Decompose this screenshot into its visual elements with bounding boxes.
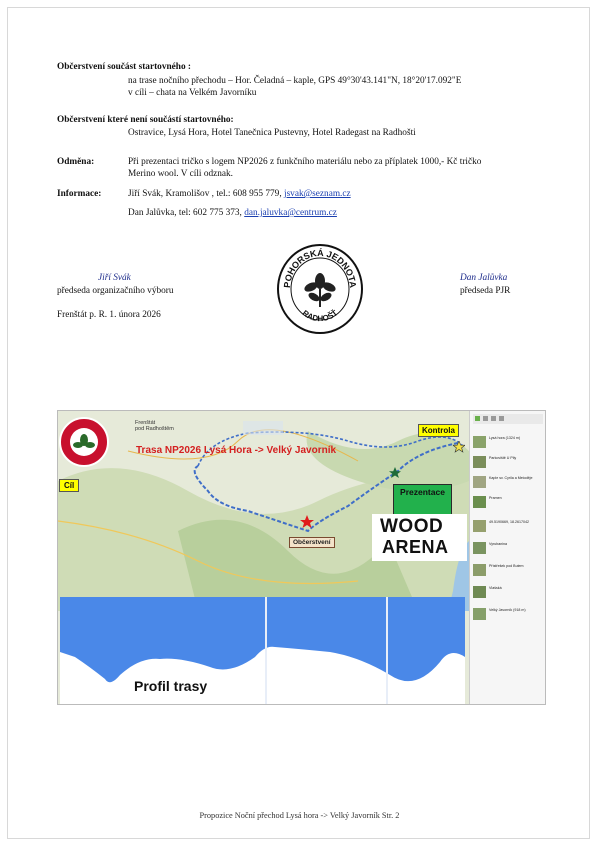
wood-arena-line1: WOOD — [380, 516, 444, 537]
panel-waypoint-item[interactable] — [473, 519, 543, 534]
info-label: Informace: — [57, 189, 102, 199]
panel-toolbar — [473, 414, 543, 424]
svg-text:RADHOŠŤ: RADHOŠŤ — [300, 308, 340, 324]
section1-line2: v cíli – chata na Velkém Javorníku — [128, 88, 257, 98]
panel-waypoint-item[interactable] — [473, 541, 543, 556]
waypoint-thumb — [473, 456, 486, 468]
waypoint-label: Velký Javorník (918 m) — [489, 608, 526, 612]
contact1-email-link[interactable]: jsvak@seznam.cz — [283, 189, 351, 199]
waypoint-label: Vyrubanina — [489, 542, 508, 546]
elevation-profile — [60, 597, 465, 705]
waypoint-label: Parkoviště U Pily — [489, 456, 517, 460]
waypoint-thumb — [473, 476, 486, 488]
registration-star-icon — [389, 467, 401, 479]
signature-left-role: předseda organizačního výboru — [57, 286, 174, 296]
signature-right-name: Dan Jalůvka — [460, 273, 508, 283]
map-label-cil: Cíl — [59, 479, 79, 492]
route-map — [57, 410, 546, 705]
reward-line1: Při prezentaci tričko s logem NP2026 z funkčního materiálu nebo za příplatek 1000,- Kč tričko — [128, 157, 482, 167]
waypoint-thumb — [473, 564, 486, 576]
wood-arena-logo — [372, 514, 467, 561]
section2-line1: Ostravice, Lysá Hora, Hotel Tanečnica Pustevny, Hotel Radegast na Radhošti — [128, 128, 416, 138]
signature-left-name: Jiří Svák — [98, 273, 131, 283]
section2-heading: Občerstvení které není součástí startovného: — [57, 115, 234, 125]
info-contact2 — [128, 207, 337, 219]
profile-label: Profil trasy — [134, 678, 208, 694]
panel-waypoint-item[interactable] — [473, 585, 543, 600]
svg-text:POHORSKÁ JEDNOTA: POHORSKÁ JEDNOTA — [281, 247, 359, 289]
panel-tool-icon[interactable] — [483, 416, 488, 421]
reward-label: Odměna: — [57, 157, 95, 167]
waypoint-thumb — [473, 496, 486, 508]
place-date: Frenštát p. R. 1. února 2026 — [57, 310, 161, 320]
club-logo-icon — [59, 414, 109, 470]
waypoint-label: Lysá hora (1324 m) — [489, 436, 521, 440]
signature-right-role: předseda PJR — [460, 286, 511, 296]
waypoint-label: Přístřešek pod Butem — [489, 564, 524, 568]
map-label-prezentace: Prezentace — [393, 484, 452, 520]
map-title: Trasa NP2026 Lysá Hora -> Velký Javorník — [136, 445, 337, 456]
panel-waypoint-item[interactable] — [473, 475, 543, 490]
panel-waypoint-item[interactable] — [473, 563, 543, 578]
panel-waypoint-item[interactable] — [473, 435, 543, 450]
waypoint-thumb — [473, 542, 486, 554]
waypoint-label: Kaple sv. Cyrila a Metoděje — [489, 476, 533, 480]
waypoint-thumb — [473, 608, 486, 620]
info-contact1 — [128, 188, 351, 200]
checkpoint-star-icon — [453, 441, 465, 453]
waypoint-label: Pramen — [489, 496, 502, 500]
reward-line2: Merino wool. V cíli odznak. — [128, 169, 234, 179]
panel-waypoint-item[interactable] — [473, 455, 543, 470]
waypoint-thumb — [473, 586, 486, 598]
wood-arena-line2: ARENA — [382, 537, 449, 557]
waypoint-thumb — [473, 520, 486, 532]
section1-line1: na trase nočního přechodu – Hor. Čeladná – kaple, GPS 49°30'43.141"N, 18°20'17.092"E — [128, 76, 462, 86]
map-town-line1: Frenštát — [135, 420, 156, 426]
panel-tool-icon[interactable] — [475, 416, 480, 421]
contact2-email-link[interactable]: dan.jaluvka@centrum.cz — [244, 208, 337, 218]
panel-tool-icon[interactable] — [491, 416, 496, 421]
map-label-obcerstveni: Občerstvení — [289, 537, 335, 548]
waypoint-label: 49.5190669, 18.2617042 — [489, 520, 529, 524]
contact1-text: Jiří Svák, Kramolišov , tel.: 608 955 779, — [128, 189, 284, 199]
refreshment-star-icon — [300, 515, 314, 529]
map-town-line2: pod Radhoštěm — [135, 426, 174, 432]
contact2-text: Dan Jalůvka, tel: 602 775 373, — [128, 208, 245, 218]
page-footer: Propozice Noční přechod Lysá hora -> Velký Javorník Str. 2 — [199, 811, 400, 820]
waypoint-label: Vlašská — [489, 586, 502, 590]
panel-waypoint-item[interactable] — [473, 495, 543, 510]
map-label-kontrola: Kontrola — [418, 424, 459, 437]
map-town-label — [135, 420, 174, 432]
section1-heading: Občerstvení součást startovného : — [57, 62, 192, 72]
panel-waypoint-item[interactable] — [473, 607, 543, 622]
waypoint-panel — [469, 411, 546, 704]
panel-tool-icon[interactable] — [499, 416, 504, 421]
club-seal-emblem — [276, 243, 364, 335]
waypoint-thumb — [473, 436, 486, 448]
